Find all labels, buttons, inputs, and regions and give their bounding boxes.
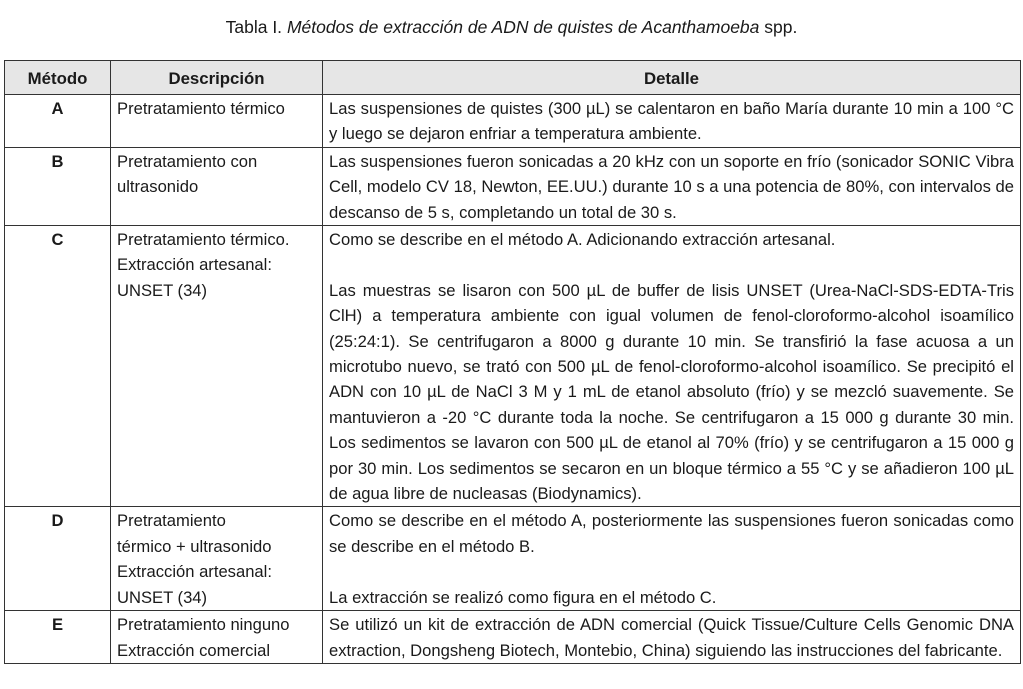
description-line: térmico + ultrasonido	[117, 536, 272, 556]
detail-cell	[323, 507, 1021, 611]
description-cell	[111, 95, 323, 148]
table-row-a	[5, 95, 1021, 148]
caption-label: Tabla I.	[225, 17, 283, 37]
detail-cell	[323, 226, 1021, 507]
table-row-e	[5, 611, 1021, 664]
description-cell	[111, 147, 323, 225]
detail-cell	[323, 147, 1021, 225]
table-row-c	[5, 226, 1021, 507]
description-line: Extracción comercial	[117, 640, 271, 660]
detail-text: Las suspensiones fueron sonicadas a 20 kHz con un soporte en frío (sonicador SONIC Vibra Cell, modelo CV 18, Newton, EE.UU.) durante 10 s a una potencia de 80%, con intervalos de descanso de 5 s, completando un total de 30 s.	[329, 151, 1014, 222]
description-line: Extracción artesanal:	[117, 562, 272, 582]
detail-cell	[323, 611, 1021, 664]
description-line: Pretratamiento térmico.	[117, 230, 290, 250]
method-cell: E	[5, 611, 111, 664]
header-description: Descripción	[111, 61, 323, 95]
table-caption	[0, 16, 1023, 38]
table-row-d	[5, 507, 1021, 611]
detail-text: Se utilizó un kit de extracción de ADN comercial (Quick Tissue/Culture Cells Genomic DNA extraction, Dongsheng Biotech, Montebio, China) siguiendo las instrucciones del fabricante.	[329, 615, 1014, 660]
detail-text: Como se describe en el método A, posteriormente las suspensiones fueron sonicadas como se describe en el método B.	[329, 511, 1014, 556]
method-cell: A	[5, 95, 111, 148]
table-row-b	[5, 147, 1021, 225]
description-line: Pretratamiento con ultrasonido	[117, 151, 258, 197]
detail-cell	[323, 95, 1021, 148]
table-header-row	[5, 61, 1021, 95]
description-cell	[111, 611, 323, 664]
method-cell: C	[5, 226, 111, 507]
description-line: Pretratamiento	[117, 511, 226, 531]
detail-text: Las suspensiones de quistes (300 µL) se calentaron en baño María durante 10 min a 100 °C y luego se dejaron enfriar a temperatura ambiente.	[329, 99, 1014, 144]
methods-table	[4, 60, 1021, 664]
caption-title: Métodos de extracción de ADN de quistes de Acanthamoeba	[286, 17, 760, 37]
detail-text: Las muestras se lisaron con 500 µL de buffer de lisis UNSET (Urea-NaCl-SDS-EDTA-Tris ClH) a temperatura ambiente con igual volumen de fenol-cloroformo-alcohol isoamílico (25:24:1). Se centrifugaron a 8000 g durante 10 min. Se transfirió la fase acuosa a un microtubo nuevo, se trató con 500 µL de fenol-cloroformo-alcohol isoamílico. Se precipitó el ADN con 10 µL de NaCl 3 M y 1 mL de etanol absoluto (frío) y se mezcló suavemente. Se mantuvieron a -20 °C durante toda la noche. Se centrifugaron a 15 000 g durante 30 min. Los sedimentos se lavaron con 500 µL de etanol al 70% (frío) y se centrifugaron a 15 000 g por 30 min. Los sedimentos se secaron en un bloque térmico a 55 °C y se añadieron 100 µL de agua libre de nucleasas (Biodynamics).	[329, 280, 1014, 504]
method-cell: D	[5, 507, 111, 611]
description-line: Extracción artesanal:	[117, 255, 272, 275]
description-cell	[111, 507, 323, 611]
detail-text: La extracción se realizó como figura en el método C.	[329, 587, 717, 607]
description-line: Pretratamiento ninguno	[117, 615, 290, 635]
header-method: Método	[5, 61, 111, 95]
detail-text: Como se describe en el método A. Adicionando extracción artesanal.	[329, 230, 836, 250]
method-cell: B	[5, 147, 111, 225]
description-line: UNSET (34)	[117, 587, 208, 607]
description-line: UNSET (34)	[117, 280, 208, 300]
header-detail: Detalle	[323, 61, 1021, 95]
description-line: Pretratamiento térmico	[117, 99, 285, 118]
description-cell	[111, 226, 323, 507]
caption-suffix: spp.	[764, 17, 798, 37]
